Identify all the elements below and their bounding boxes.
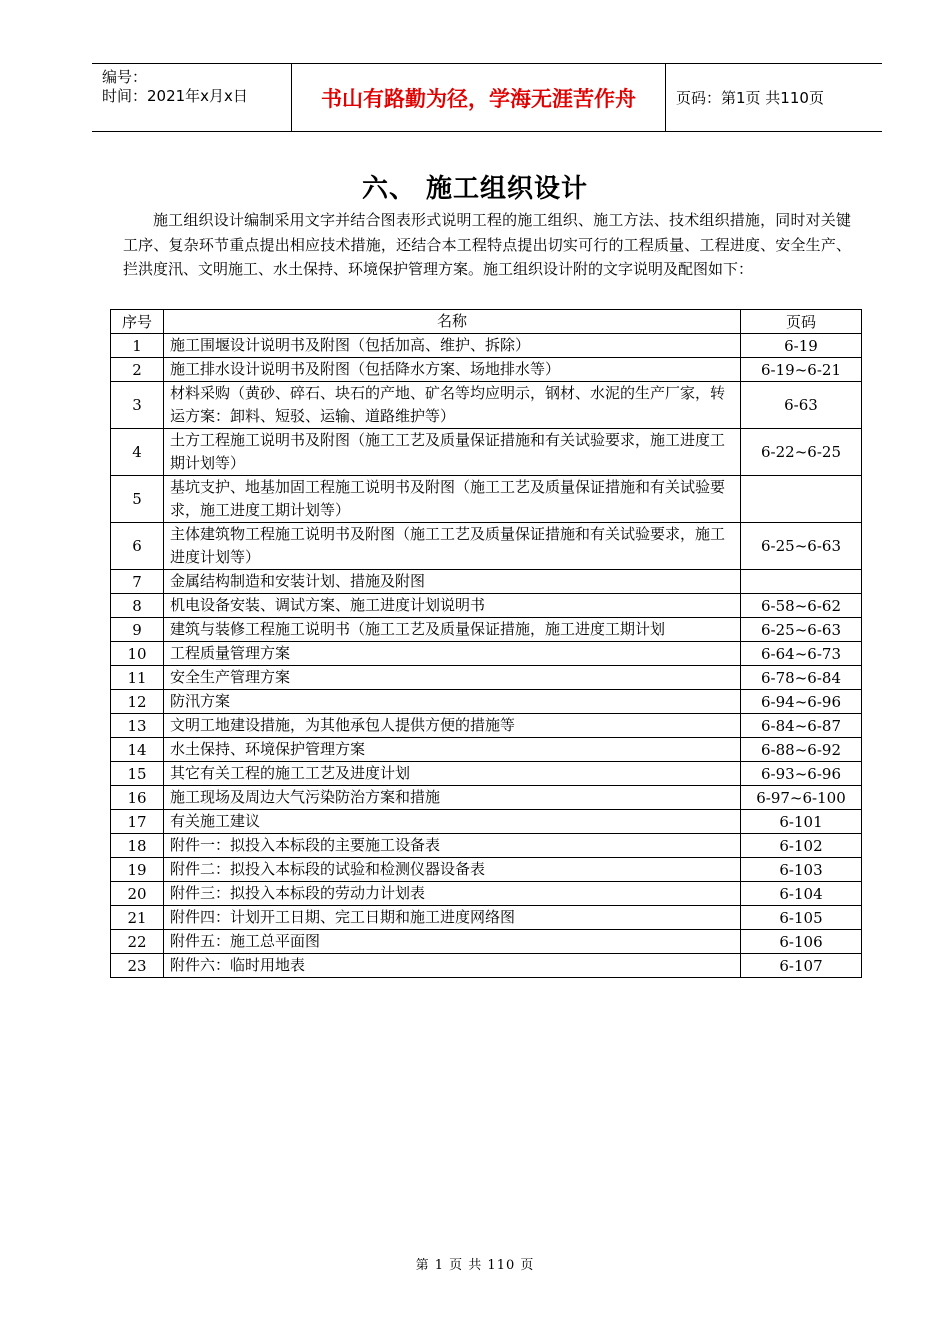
table-row: [111, 858, 862, 882]
row-name: 附件一：拟投入本标段的主要施工设备表: [164, 834, 741, 858]
row-name: 土方工程施工说明书及附图（施工工艺及质量保证措施和有关试验要求，施工进度工期计划等）: [164, 429, 741, 476]
table-row: [111, 570, 862, 594]
row-number: 20: [111, 882, 164, 906]
page-footer: 第 1 页 共 110 页: [415, 1258, 535, 1273]
row-number: 18: [111, 834, 164, 858]
table-row: [111, 954, 862, 978]
table-row: [111, 666, 862, 690]
row-page: 6-88~6-92: [741, 738, 862, 762]
row-page: 6-25~6-63: [741, 618, 862, 642]
row-name: 基坑支护、地基加固工程施工说明书及附图（施工工艺及质量保证措施和有关试验要求，施工进度工期计划等）: [164, 476, 741, 523]
row-page: 6-101: [741, 810, 862, 834]
row-name: 建筑与装修工程施工说明书（施工工艺及质量保证措施，施工进度工期计划: [164, 618, 741, 642]
row-name: 附件四：计划开工日期、完工日期和施工进度网络图: [164, 906, 741, 930]
row-name: 附件二：拟投入本标段的试验和检测仪器设备表: [164, 858, 741, 882]
doc-number-label: 编号：: [102, 68, 148, 86]
table-row: [111, 834, 862, 858]
row-name: 机电设备安装、调试方案、施工进度计划说明书: [164, 594, 741, 618]
header-page: 页码: [741, 310, 862, 334]
row-name: 施工排水设计说明书及附图（包括降水方案、场地排水等）: [164, 358, 741, 382]
table-row: [111, 642, 862, 666]
row-name: 附件三：拟投入本标段的劳动力计划表: [164, 882, 741, 906]
row-name: 金属结构制造和安装计划、措施及附图: [164, 570, 741, 594]
row-page: 6-58~6-62: [741, 594, 862, 618]
row-page: 6-105: [741, 906, 862, 930]
row-page: 6-25~6-63: [741, 523, 862, 570]
table-row: [111, 786, 862, 810]
row-page: 6-64~6-73: [741, 642, 862, 666]
row-name: 安全生产管理方案: [164, 666, 741, 690]
table-row: [111, 358, 862, 382]
row-page: 6-63: [741, 382, 862, 429]
row-page: 6-106: [741, 930, 862, 954]
row-page: 6-107: [741, 954, 862, 978]
header-name: 名称: [164, 310, 741, 334]
header-page-info: 页码：第1页 共110页: [676, 89, 824, 107]
table-row: [111, 762, 862, 786]
table-row: [111, 594, 862, 618]
row-name: 防汛方案: [164, 690, 741, 714]
row-number: 1: [111, 334, 164, 358]
row-name: 主体建筑物工程施工说明书及附图（施工工艺及质量保证措施和有关试验要求，施工进度计划等）: [164, 523, 741, 570]
table-body: [111, 334, 862, 978]
row-page: 6-19: [741, 334, 862, 358]
row-number: 7: [111, 570, 164, 594]
doc-time-label: 时间：2021年x月x日: [102, 87, 248, 105]
table-row: [111, 930, 862, 954]
row-number: 12: [111, 690, 164, 714]
row-name: 水土保持、环境保护管理方案: [164, 738, 741, 762]
row-page: 6-19~6-21: [741, 358, 862, 382]
row-number: 16: [111, 786, 164, 810]
section-title: 六、 施工组织设计: [361, 174, 589, 204]
row-number: 23: [111, 954, 164, 978]
header-meta: [92, 64, 292, 131]
row-number: 17: [111, 810, 164, 834]
row-name: 附件六：临时用地表: [164, 954, 741, 978]
table-row: [111, 810, 862, 834]
row-name: 其它有关工程的施工工艺及进度计划: [164, 762, 741, 786]
table-row: [111, 382, 862, 429]
table-row: [111, 334, 862, 358]
row-page: 6-103: [741, 858, 862, 882]
row-page: 6-93~6-96: [741, 762, 862, 786]
table-row: [111, 618, 862, 642]
row-number: 5: [111, 476, 164, 523]
row-number: 3: [111, 382, 164, 429]
row-page: [741, 570, 862, 594]
row-page: 6-22~6-25: [741, 429, 862, 476]
row-name: 工程质量管理方案: [164, 642, 741, 666]
row-number: 2: [111, 358, 164, 382]
row-page: 6-84~6-87: [741, 714, 862, 738]
row-name: 施工围堰设计说明书及附图（包括加高、维护、拆除）: [164, 334, 741, 358]
intro-paragraph: 施工组织设计编制采用文字并结合图表形式说明工程的施工组织、施工方法、技术组织措施，同时对关键工序、复杂环节重点提出相应技术措施，还结合本工程特点提出切实可行的工程质量、工程进度、安全生产、拦洪度汛、文明施工、水土保持、环境保护管理方案。施工组织设计附的文字说明及配图如下：: [123, 211, 851, 278]
table-row: [111, 738, 862, 762]
row-number: 13: [111, 714, 164, 738]
row-name: 文明工地建设措施，为其他承包人提供方便的措施等: [164, 714, 741, 738]
row-number: 15: [111, 762, 164, 786]
row-number: 22: [111, 930, 164, 954]
table-header-row: [111, 310, 862, 334]
row-page: 6-97~6-100: [741, 786, 862, 810]
row-number: 9: [111, 618, 164, 642]
table-row: [111, 523, 862, 570]
table-row: [111, 476, 862, 523]
row-page: 6-94~6-96: [741, 690, 862, 714]
row-number: 14: [111, 738, 164, 762]
row-name: 有关施工建议: [164, 810, 741, 834]
row-page: 6-78~6-84: [741, 666, 862, 690]
row-number: 21: [111, 906, 164, 930]
row-name: 附件五：施工总平面图: [164, 930, 741, 954]
row-name: 施工现场及周边大气污染防治方案和措施: [164, 786, 741, 810]
row-page: 6-102: [741, 834, 862, 858]
row-number: 4: [111, 429, 164, 476]
row-number: 19: [111, 858, 164, 882]
row-page: 6-104: [741, 882, 862, 906]
table-row: [111, 714, 862, 738]
header-motto: 书山有路勤为径，学海无涯苦作舟: [292, 64, 666, 131]
table-row: [111, 906, 862, 930]
header-no: 序号: [111, 310, 164, 334]
contents-table: [110, 309, 862, 978]
table-row: [111, 882, 862, 906]
row-number: 11: [111, 666, 164, 690]
row-page: [741, 476, 862, 523]
row-name: 材料采购（黄砂、碎石、块石的产地、矿名等均应明示，钢材、水泥的生产厂家，转运方案：卸料、短驳、运输、道路维护等）: [164, 382, 741, 429]
row-number: 6: [111, 523, 164, 570]
page-header: [92, 63, 882, 132]
table-row: [111, 690, 862, 714]
row-number: 10: [111, 642, 164, 666]
row-number: 8: [111, 594, 164, 618]
table-row: [111, 429, 862, 476]
